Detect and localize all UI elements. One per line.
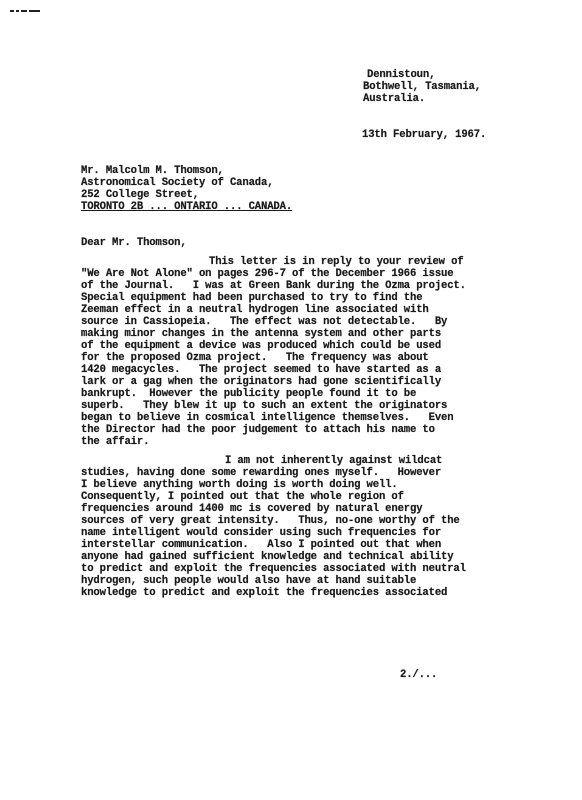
paragraph-line: sources of very great intensity. Thus, no-one worthy of the <box>81 515 460 527</box>
paragraph-line: I believe anything worth doing is worth doing well. <box>81 479 398 491</box>
recipient-name: Mr. Malcolm M. Thomson, <box>81 165 224 177</box>
paragraph-line: This letter is in reply to your review of <box>209 256 464 268</box>
paragraph-line: interstellar communication. Also I pointed out that when <box>81 539 442 551</box>
salutation: Dear Mr. Thomson, <box>81 237 187 249</box>
paragraph-line: knowledge to predict and exploit the frequencies associated <box>81 587 448 599</box>
paragraph-line: for the proposed Ozma project. The frequency was about <box>81 352 429 364</box>
paragraph-line: anyone had gained sufficient knowledge and technical ability <box>81 551 454 563</box>
paragraph-line: to predict and exploit the frequencies associated with neutral <box>81 563 466 575</box>
paragraph-line: making minor changes in the antenna system and other parts <box>81 328 442 340</box>
paragraph-line: name intelligent would consider using such frequencies for <box>81 527 442 539</box>
paragraph-line: hydrogen, such people would also have at hand suitable <box>81 575 417 587</box>
paragraph-line: of the Journal. I was at Green Bank during the Ozma project. <box>81 280 466 292</box>
paragraph-line: of the equipment a device was produced which could be used <box>81 340 442 352</box>
paragraph-line: source in Cassiopeia. The effect was not detectable. By <box>81 316 448 328</box>
scan-mark <box>10 10 40 13</box>
paragraph-line: superb. They blew it up to such an extent the originators <box>81 400 448 412</box>
paragraph-line: the Director had the poor judgement to attach his name to <box>81 424 435 436</box>
recipient-city: TORONTO 2B ... ONTARIO ... CANADA. <box>81 201 293 213</box>
recipient-organization: Astronomical Society of Canada, <box>81 177 274 189</box>
sender-address-line: Dennistoun, <box>367 69 436 81</box>
paragraph-line: began to believe in cosmical intelligence themselves. Even <box>81 412 454 424</box>
paragraph-line: bankrupt. However the publicity people found it to be <box>81 388 417 400</box>
paragraph-line: I am not inherently against wildcat <box>225 455 443 467</box>
paragraph-line: the affair. <box>81 436 150 448</box>
sender-address-line: Bothwell, Tasmania, <box>363 81 481 93</box>
paragraph-line: Zeeman effect in a neutral hydrogen line associated with <box>81 304 429 316</box>
paragraph-line: frequencies around 1400 mc is covered by natural energy <box>81 503 423 515</box>
letter-date: 13th February, 1967. <box>362 129 487 141</box>
paragraph-line: lark or a gag when the originators had gone scientifically <box>81 376 442 388</box>
page-continuation: 2./... <box>400 669 438 681</box>
recipient-street: 252 College Street, <box>81 189 199 201</box>
paragraph-line: "We Are Not Alone" on pages 296-7 of the December 1966 issue <box>81 268 454 280</box>
paragraph-line: Consequently, I pointed out that the whole region of <box>81 491 404 503</box>
paragraph-line: 1420 megacycles. The project seemed to have started as a <box>81 364 442 376</box>
paragraph-line: studies, having done some rewarding ones myself. However <box>81 467 442 479</box>
paragraph-line: Special equipment had been purchased to try to find the <box>81 292 423 304</box>
sender-address-line: Australia. <box>363 93 426 105</box>
